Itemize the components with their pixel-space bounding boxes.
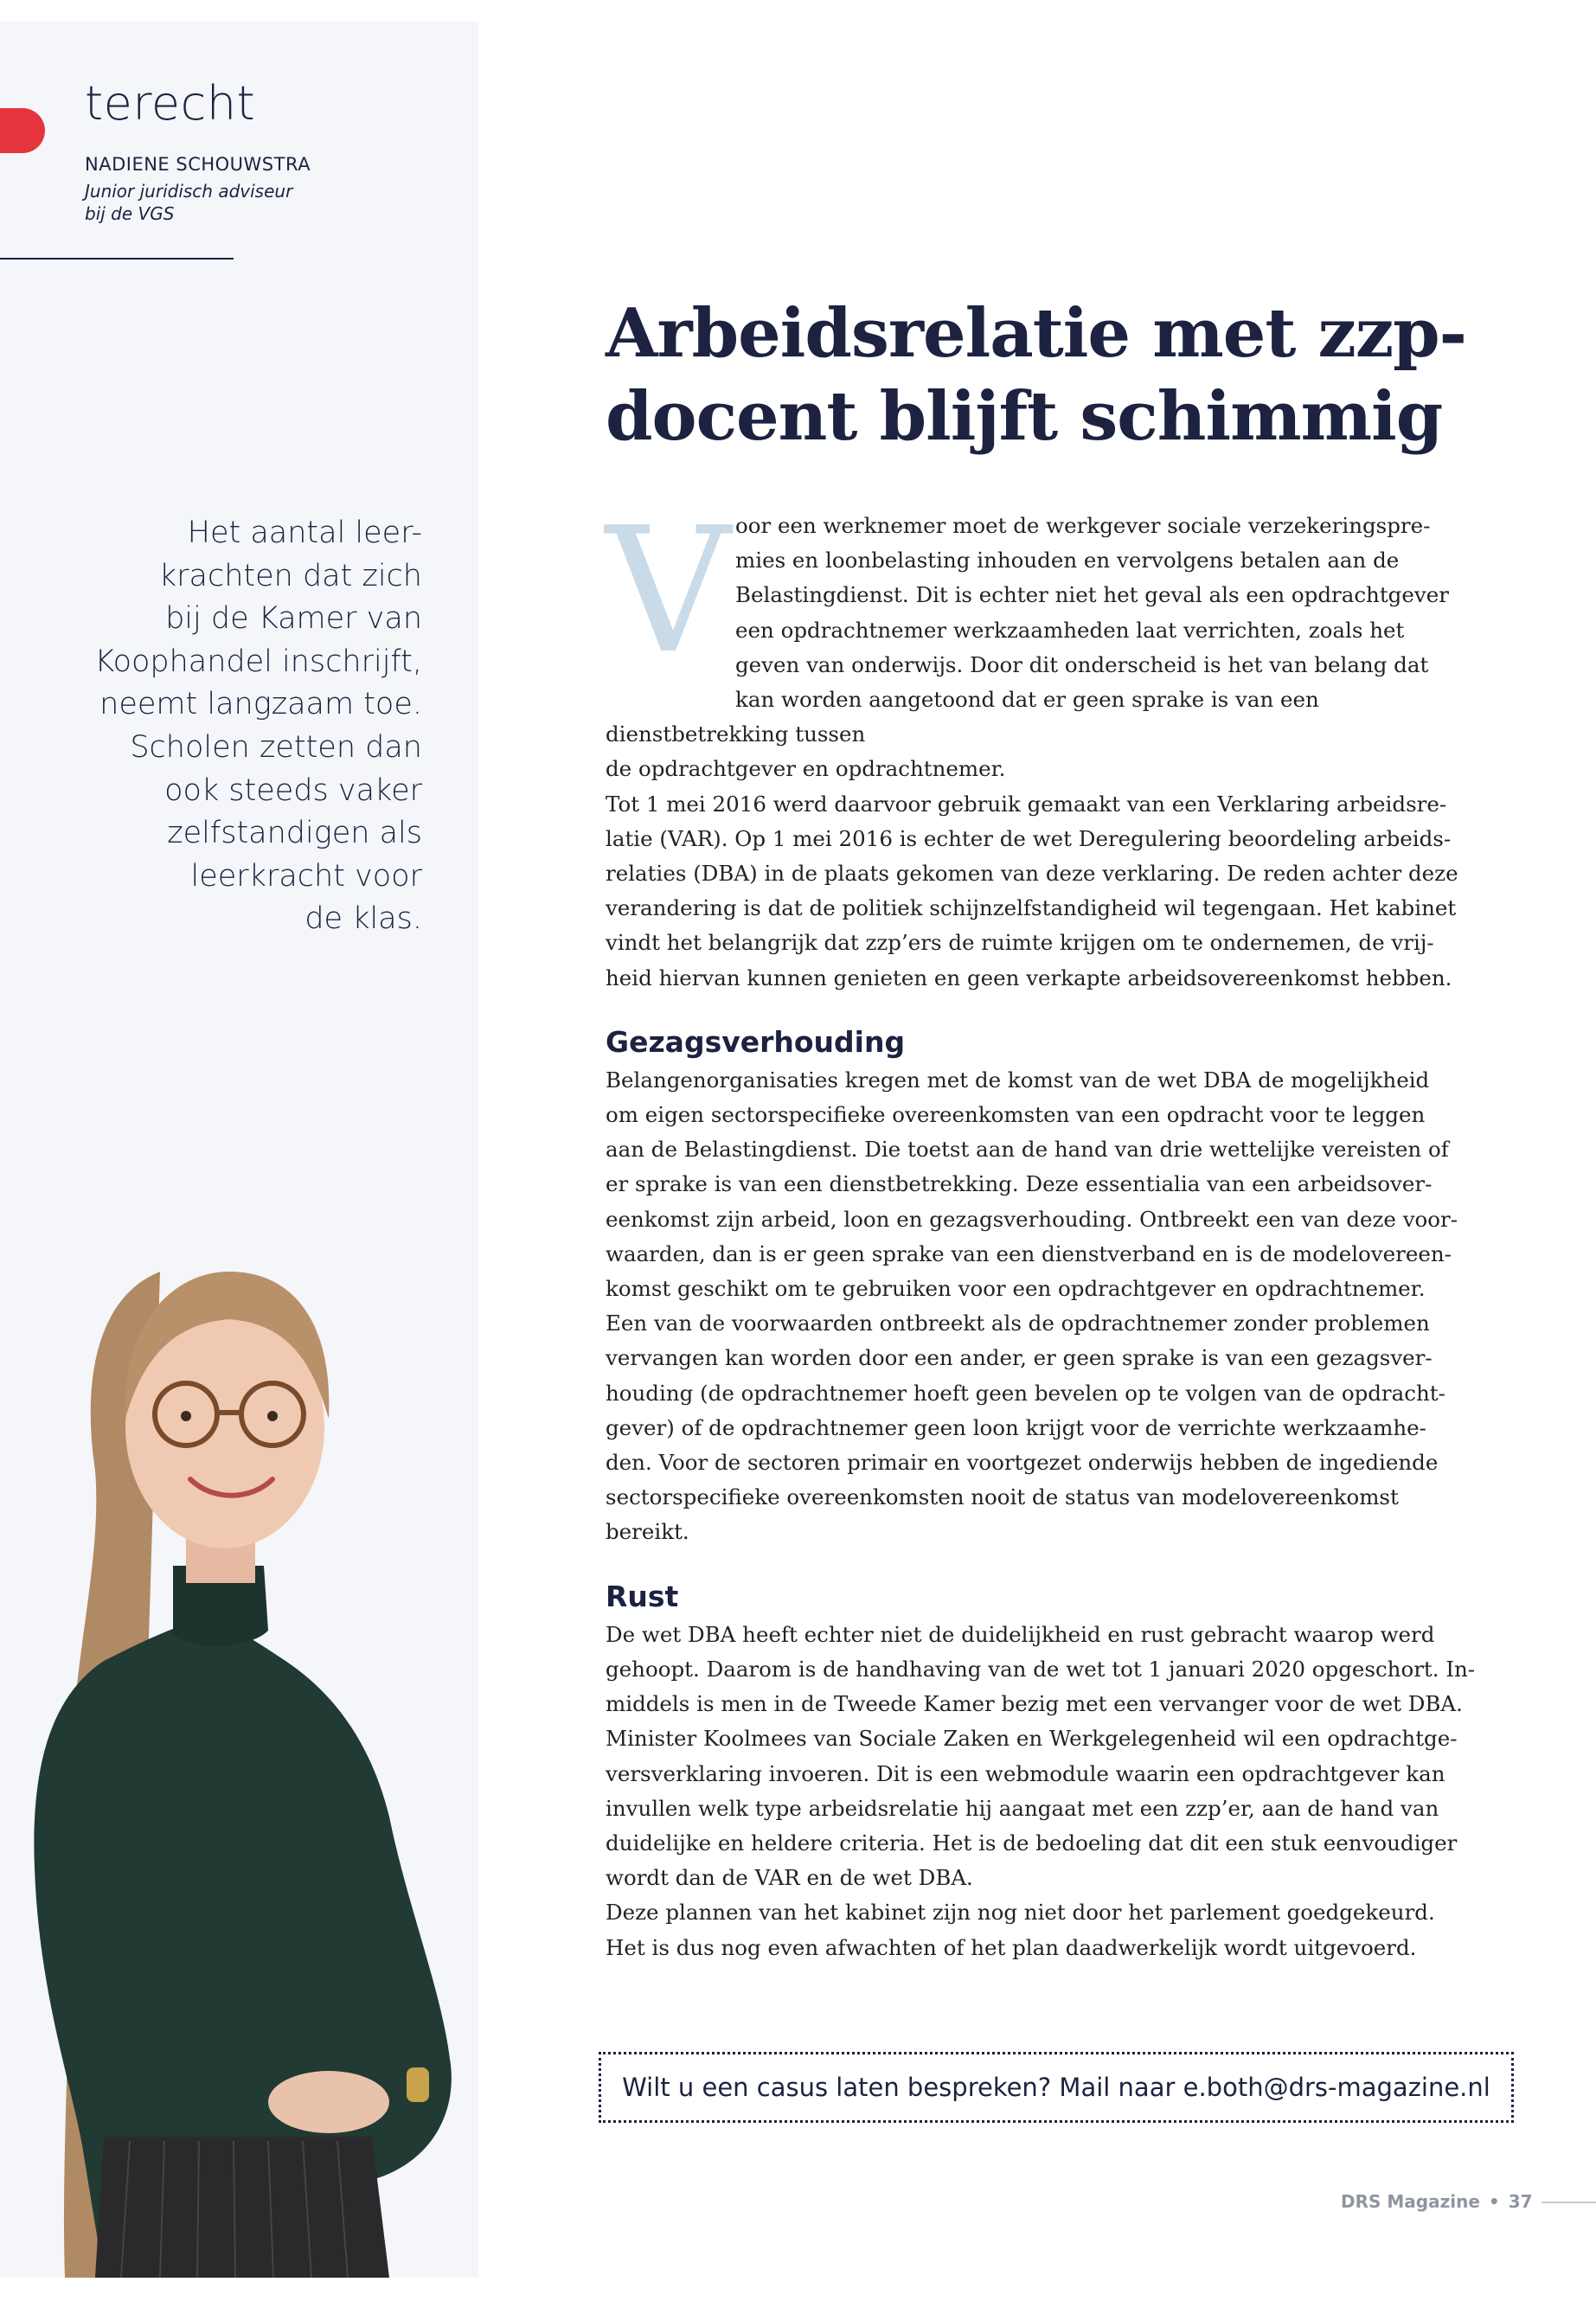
article-body xyxy=(606,490,1479,1965)
section-marker xyxy=(0,108,45,153)
magazine-name: DRS Magazine xyxy=(1341,2191,1480,2212)
contact-callout xyxy=(599,2052,1514,2123)
footer-divider xyxy=(1542,2202,1596,2203)
article-paragraph: Tot 1 mei 2016 werd daarvoor gebruik gemaakt van een Verklaring arbeidsre- latie (VAR). Op 1 mei 2016 is echter de wet Deregulering beoordeling arbeids- relaties (DBA) in de plaats gekomen van deze verklaring. De reden achter deze verandering is dat de politiek schijnzelfstandigheid wil tegengaan. Het kabinet vindt het belangrijk dat zzp’ers de ruimte krijgen om te ondernemen, de vrij- heid hiervan kunnen genieten en geen verkapte arbeidsovereenkomst hebben. xyxy=(606,791,1458,990)
article-headline: Arbeidsrelatie met zzp- docent blijft schimmig xyxy=(606,294,1467,456)
section-title: terecht xyxy=(85,76,256,131)
subheading-rust: Rust xyxy=(606,1579,679,1613)
article-paragraph: oor een werknemer moet de werkgever sociale verzekeringspre- mies en loonbelasting inhouden en vervolgens betalen aan de Belastingdienst. Dit is echter niet het geval als een opdrachtgever een opdrachtnemer werkzaamheden laat verrichten, zoals het geven van onderwijs. Door dit onderscheid is het van belang dat kan worden aangetoond dat er geen sprake is van een dienstbetrekking tussen de opdrachtgever en opdrachtnemer. xyxy=(606,513,1449,782)
drop-cap: V xyxy=(606,490,731,692)
email-link[interactable]: e.both@drs-magazine.nl xyxy=(1183,2073,1490,2102)
article-paragraph: Belangenorganisaties kregen met de komst van de wet DBA de mogelijkheid om eigen sectorspecifieke overeenkomsten van een opdracht voor te leggen aan de Belastingdienst. Die toetst aan de hand van drie wettelijke vereisten of er sprake is van een dienstbetrekking. Deze essentialia van een arbeidsover- eenkomst zijn arbeid, loon en gezagsverhouding. Ontbreekt een van deze voor- waarden, dan is er geen sprake van een dienstverband en is de modelovereen- komst geschikt om te gebruiken voor een opdrachtgever en opdrachtnemer. Een van de voorwaarden ontbreekt als de opdrachtnemer zonder problemen vervangen kan worden door een ander, er geen sprake is van een gezagsver- houding (de opdrachtnemer hoeft geen bevelen op te volgen van de opdracht- gever) of de opdrachtnemer geen loon krijgt voor de verrichte werkzaamhe- den. Voor de sectoren primair en voortgezet onderwijs hebben de ingediende sectorspecifieke overeenkomsten nooit de status van modelovereenkomst bereikt. xyxy=(606,1067,1458,1545)
subheading-gezagsverhouding: Gezagsverhouding xyxy=(606,1024,906,1059)
pull-quote: Het aantal leer- krachten dat zich bij de Kamer van Koophandel inschrijft, neemt langzaam toe. Scholen zetten dan ook steeds vaker zelfstandigen als leerkracht voor de klas. xyxy=(94,516,422,937)
article-paragraph: Deze plannen van het kabinet zijn nog niet door het parlement goedgekeurd. Het is dus nog even afwachten of het plan daadwerkelijk wordt uitgevoerd. xyxy=(606,1900,1435,1960)
page-number: 37 xyxy=(1508,2191,1533,2212)
author-name: NADIENE SCHOUWSTRA xyxy=(85,154,311,175)
author-role: Junior juridisch adviseur bij de VGS xyxy=(85,181,293,224)
footer-separator: • xyxy=(1488,2191,1500,2212)
author-divider xyxy=(0,258,234,260)
page-footer xyxy=(1341,2191,1533,2212)
author-portrait xyxy=(0,1211,478,2278)
article-paragraph: De wet DBA heeft echter niet de duidelijkheid en rust gebracht waarop werd gehoopt. Daarom is de handhaving van de wet tot 1 januari 2020 opgeschort. In- middels is men in de Tweede Kamer bezig met een vervanger voor de wet DBA. Minister Koolmees van Sociale Zaken en Werkgelegenheid wil een opdrachtge- versverklaring invoeren. Dit is een webmodule waarin een opdrachtgever kan invullen welk type arbeidsrelatie hij aangaat met een zzp’er, aan de hand van duidelijke en heldere criteria. Het is de bedoeling dat dit een stuk eenvoudiger wordt dan de VAR en de wet DBA. xyxy=(606,1621,1476,1891)
callout-text: Wilt u een casus laten bespreken? Mail naar xyxy=(622,2073,1183,2102)
